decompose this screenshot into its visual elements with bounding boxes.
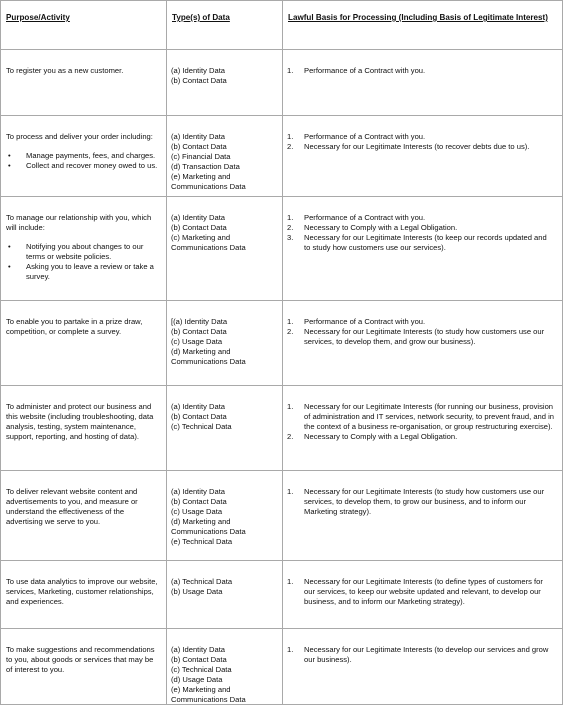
basis-number: 1. bbox=[287, 213, 294, 222]
purpose-cell bbox=[1, 50, 167, 116]
data-type-item: (a) Identity Data bbox=[171, 132, 226, 141]
data-type-item: (c) Financial Data bbox=[171, 151, 231, 161]
basis-item bbox=[287, 402, 554, 432]
basis-number: 2. bbox=[287, 222, 294, 232]
basis-text: Performance of a Contract with you. bbox=[304, 317, 426, 326]
data-type-item: (b) Contact Data bbox=[171, 222, 227, 232]
table-row bbox=[1, 471, 563, 561]
data-type-item: (c) Usage Data bbox=[171, 506, 223, 516]
basis-list bbox=[287, 132, 554, 152]
data-type-item: (b) Contact Data bbox=[171, 411, 227, 421]
basis-text: Necessary for our Legitimate Interests (to keep our records updated and to study how customers use our services). bbox=[304, 232, 547, 252]
basis-text: Necessary for our Legitimate Interests (to develop our services and grow our business). bbox=[304, 645, 549, 664]
data-type-item: (c) Marketing and Communications Data bbox=[171, 232, 246, 252]
purpose-text: To register you as a new customer. bbox=[6, 66, 124, 75]
basis-text: Necessary for our Legitimate Interests (to recover debts due to us). bbox=[304, 141, 530, 151]
purpose-cell bbox=[1, 116, 167, 197]
basis-list bbox=[287, 317, 554, 347]
data-type-item: (a) Identity Data bbox=[171, 402, 226, 411]
basis-item bbox=[287, 66, 554, 76]
basis-list bbox=[287, 577, 554, 607]
basis-number: 1. bbox=[287, 645, 294, 654]
basis-item bbox=[287, 317, 554, 327]
data-types-cell bbox=[167, 50, 283, 116]
data-type-item: (a) Identity Data bbox=[171, 66, 226, 75]
purpose-text: To use data analytics to improve our website, services, Marketing, customer relationships, and experiences. bbox=[6, 577, 158, 606]
basis-number: 3. bbox=[287, 232, 294, 242]
data-type-item: (b) Usage Data bbox=[171, 586, 223, 596]
purpose-text: To enable you to partake in a prize draw, competition, or complete a survey. bbox=[6, 317, 143, 336]
basis-text: Necessary for our Legitimate Interests (to study how customers use our services, to develop them, and grow our business). bbox=[304, 326, 545, 346]
data-type-item: (b) Contact Data bbox=[171, 496, 227, 506]
table-row bbox=[1, 197, 563, 301]
data-types-cell bbox=[167, 471, 283, 561]
basis-text: Necessary to Comply with a Legal Obligation. bbox=[304, 431, 458, 441]
basis-list bbox=[287, 487, 554, 517]
data-type-item: (a) Identity Data bbox=[171, 487, 226, 496]
data-type-item: (d) Transaction Data bbox=[171, 161, 240, 171]
data-type-item: (c) Usage Data bbox=[171, 336, 223, 346]
basis-item bbox=[287, 432, 554, 442]
table-body bbox=[1, 50, 563, 705]
basis-text: Necessary for our Legitimate Interests (to study how customers use our services, to develop them, to grow our business, and to inform our Marketing strategy). bbox=[304, 487, 545, 516]
lawful-basis-cell bbox=[283, 301, 563, 386]
basis-text: Performance of a Contract with you. bbox=[304, 66, 426, 75]
basis-list bbox=[287, 66, 554, 76]
purpose-bullet-text: Collect and recover money owed to us. bbox=[26, 160, 158, 170]
basis-number: 1. bbox=[287, 402, 294, 411]
purpose-bullet-text: Manage payments, fees, and charges. bbox=[26, 150, 156, 160]
basis-list bbox=[287, 645, 554, 665]
data-type-item: (d) Marketing and Communications Data bbox=[171, 516, 246, 536]
data-type-item: (d) Usage Data bbox=[171, 674, 223, 684]
purpose-bullet-item bbox=[6, 161, 160, 171]
data-type-item: (c) Technical Data bbox=[171, 421, 232, 431]
header-cell-basis bbox=[283, 1, 563, 50]
header-row bbox=[1, 1, 563, 50]
purpose-cell bbox=[1, 301, 167, 386]
data-type-item: [(a) Identity Data bbox=[171, 317, 228, 326]
data-type-item: (e) Technical Data bbox=[171, 536, 233, 546]
purpose-cell bbox=[1, 629, 167, 705]
basis-number: 1. bbox=[287, 132, 294, 141]
purpose-bullet-list bbox=[6, 242, 160, 282]
data-types-cell bbox=[167, 116, 283, 197]
bullet-icon: • bbox=[8, 241, 11, 251]
lawful-basis-cell bbox=[283, 386, 563, 471]
data-types-cell bbox=[167, 197, 283, 301]
basis-number: 2. bbox=[287, 431, 294, 441]
basis-item bbox=[287, 142, 554, 152]
bullet-icon: • bbox=[8, 160, 11, 170]
basis-item bbox=[287, 487, 554, 517]
header-basis: Lawful Basis for Processing (Including Basis of Legitimate Interest) bbox=[288, 13, 548, 22]
lawful-basis-cell bbox=[283, 629, 563, 705]
header-cell-purpose bbox=[1, 1, 167, 50]
purpose-bullet-item bbox=[6, 151, 160, 161]
basis-item bbox=[287, 645, 554, 665]
data-type-item: (a) Identity Data bbox=[171, 213, 226, 222]
purpose-cell bbox=[1, 471, 167, 561]
data-type-item: (a) Technical Data bbox=[171, 577, 233, 586]
purpose-bullet-list bbox=[6, 151, 160, 171]
purpose-bullet-item bbox=[6, 242, 160, 262]
table-row bbox=[1, 561, 563, 629]
basis-number: 1. bbox=[287, 487, 294, 496]
lawful-basis-cell bbox=[283, 197, 563, 301]
basis-number: 1. bbox=[287, 577, 294, 586]
basis-number: 2. bbox=[287, 141, 294, 151]
basis-number: 2. bbox=[287, 326, 294, 336]
lawful-basis-cell bbox=[283, 50, 563, 116]
table-row bbox=[1, 386, 563, 471]
table-row bbox=[1, 629, 563, 705]
data-type-item: (b) Contact Data bbox=[171, 141, 227, 151]
purpose-cell bbox=[1, 386, 167, 471]
data-types-cell bbox=[167, 301, 283, 386]
data-type-item: (e) Marketing and Communications Data bbox=[171, 684, 246, 704]
basis-list bbox=[287, 402, 554, 442]
data-types-cell bbox=[167, 629, 283, 705]
data-type-item: (d) Marketing and Communications Data bbox=[171, 346, 246, 366]
basis-list bbox=[287, 213, 554, 253]
bullet-icon: • bbox=[8, 261, 11, 271]
purpose-text: To manage our relationship with you, which will include: bbox=[6, 213, 152, 232]
basis-text: Necessary for our Legitimate Interests (for running our business, provision of administration and IT services, network security, to prevent fraud, and in the context of a business re-organisation, or group restructuring exercise). bbox=[304, 402, 555, 431]
purpose-bullet-text: Notifying you about changes to our terms or website policies. bbox=[26, 241, 144, 261]
basis-item bbox=[287, 327, 554, 347]
basis-number: 1. bbox=[287, 66, 294, 75]
basis-item bbox=[287, 132, 554, 142]
purpose-cell bbox=[1, 561, 167, 629]
basis-item bbox=[287, 213, 554, 223]
lawful-basis-cell bbox=[283, 116, 563, 197]
purpose-bullet-item bbox=[6, 262, 160, 282]
data-types-cell bbox=[167, 561, 283, 629]
data-type-item: (b) Contact Data bbox=[171, 654, 227, 664]
bullet-icon: • bbox=[8, 150, 11, 160]
data-type-item: (b) Contact Data bbox=[171, 326, 227, 336]
basis-text: Necessary to Comply with a Legal Obligation. bbox=[304, 222, 458, 232]
purpose-text: To deliver relevant website content and advertisements to you, and measure or understand the effectiveness of the advertising we serve to you. bbox=[6, 487, 138, 526]
table-row bbox=[1, 116, 563, 197]
basis-number: 1. bbox=[287, 317, 294, 326]
basis-text: Performance of a Contract with you. bbox=[304, 132, 426, 141]
table-row bbox=[1, 301, 563, 386]
purpose-text: To make suggestions and recommendations to you, about goods or services that may be of interest to you. bbox=[6, 645, 155, 674]
data-type-item: (b) Contact Data bbox=[171, 75, 227, 85]
purpose-bullet-text: Asking you to leave a review or take a survey. bbox=[26, 261, 154, 281]
purpose-text: To administer and protect our business and this website (including troubleshooting, data analysis, testing, system maintenance, support, reporting, and hosting of data). bbox=[6, 402, 154, 441]
data-type-item: (c) Technical Data bbox=[171, 664, 232, 674]
data-types-cell bbox=[167, 386, 283, 471]
data-type-item: (a) Identity Data bbox=[171, 645, 226, 654]
lawful-basis-cell bbox=[283, 561, 563, 629]
header-purpose: Purpose/Activity bbox=[6, 13, 70, 22]
purpose-text: To process and deliver your order including: bbox=[6, 132, 153, 141]
lawful-basis-cell bbox=[283, 471, 563, 561]
header-cell-types bbox=[167, 1, 283, 50]
basis-text: Necessary for our Legitimate Interests (to define types of customers for our services, to keep our website updated and relevant, to develop our business, and to inform our Marketing strategy). bbox=[304, 577, 543, 606]
basis-item bbox=[287, 577, 554, 607]
basis-item bbox=[287, 233, 554, 253]
data-type-item: (e) Marketing and Communications Data bbox=[171, 171, 246, 191]
purpose-cell bbox=[1, 197, 167, 301]
table-row bbox=[1, 50, 563, 116]
header-types: Type(s) of Data bbox=[172, 13, 230, 22]
basis-text: Performance of a Contract with you. bbox=[304, 213, 426, 222]
basis-item bbox=[287, 223, 554, 233]
